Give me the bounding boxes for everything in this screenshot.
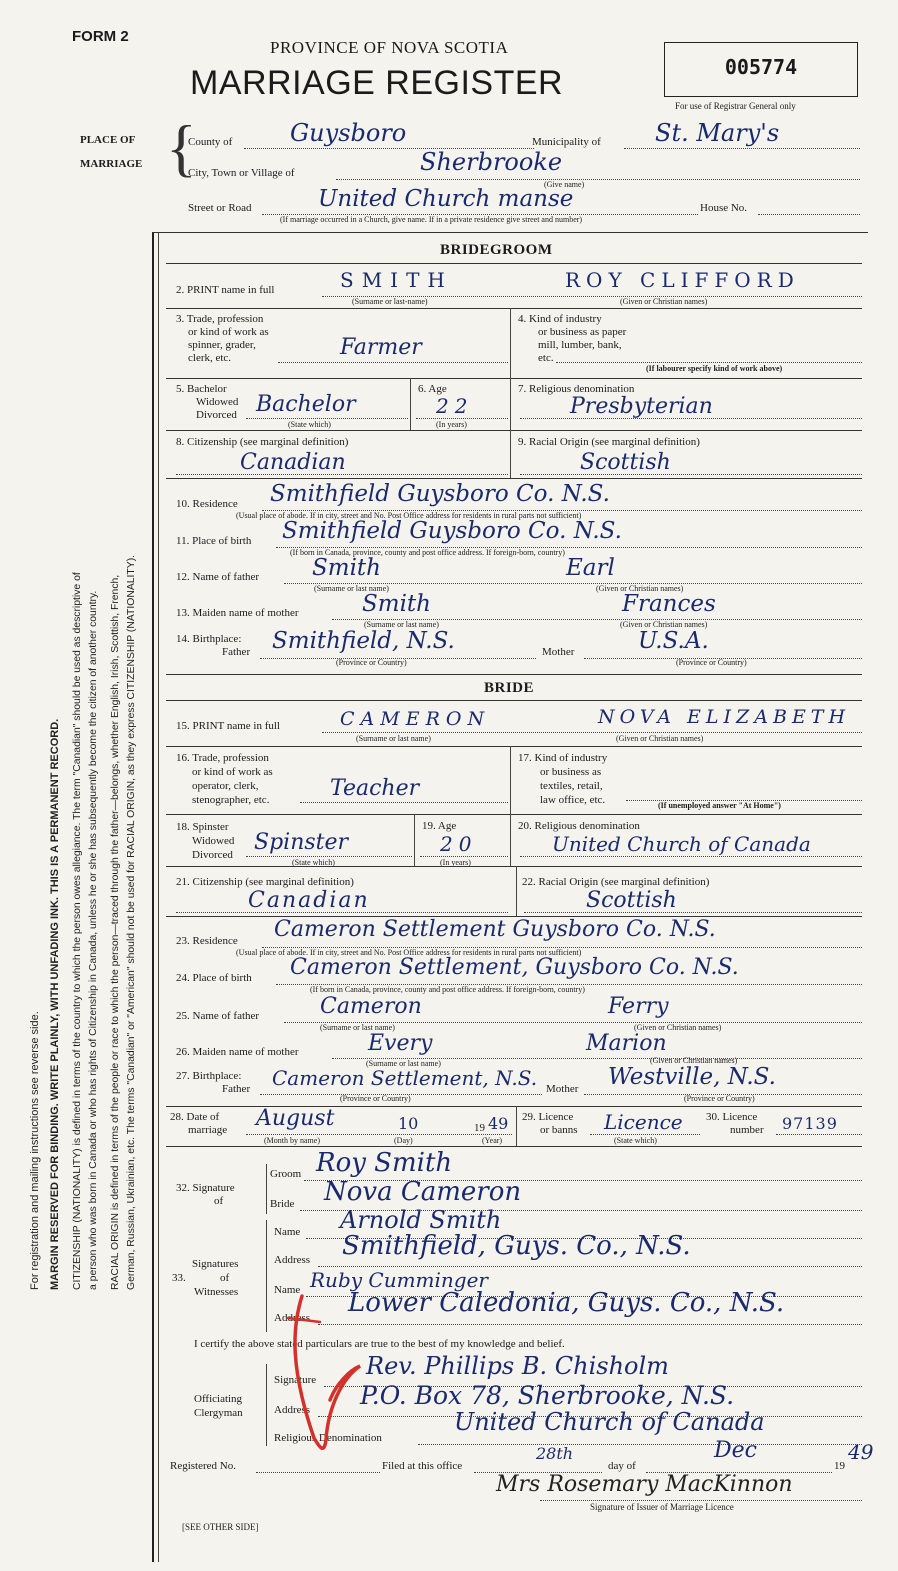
clergy-religion: United Church of Canada <box>454 1408 765 1436</box>
divider-vertical <box>510 746 511 814</box>
f24-note: (If born in Canada, province, county and post office address. If foreign-born, country) <box>310 985 585 994</box>
f20-line <box>520 856 862 857</box>
f21-label: 21. Citizenship (see marginal definition) <box>176 876 354 888</box>
f7-label: 7. Religious denomination <box>518 383 635 395</box>
divider <box>166 308 862 309</box>
street-note: (If marriage occurred in a Church, give name. If in a private residence give street and number) <box>280 215 583 224</box>
f16-line-2: or kind of work as <box>192 766 273 778</box>
divider <box>166 263 862 264</box>
f25-label: 25. Name of father <box>176 1010 260 1022</box>
f28-year-caption: (Year) <box>482 1136 503 1145</box>
w2-name-label: Name <box>274 1284 301 1296</box>
groom-signature: Roy Smith <box>316 1148 453 1178</box>
f18-caption: (State which) <box>292 858 335 867</box>
divider-vertical <box>516 866 517 916</box>
f29-caption: (State which) <box>614 1136 657 1145</box>
filed-year-prefix: 19 <box>834 1460 845 1472</box>
f17-line-1: 17. Kind of industry <box>518 752 608 764</box>
f5-line-3: Divorced <box>196 409 237 421</box>
f15-given-caption: (Given or Christian names) <box>616 734 704 743</box>
f6-line <box>416 418 508 419</box>
divider-vertical <box>510 430 511 478</box>
divider <box>166 866 862 867</box>
divider <box>166 700 862 701</box>
groom-mother-given: Frances <box>622 591 716 617</box>
place-of-label: PLACE OF <box>80 134 136 146</box>
filed-label: Filed at this office <box>382 1460 463 1472</box>
county-label: County of <box>188 136 233 148</box>
groom-father-birthplace: Smithfield, N.S. <box>272 628 455 654</box>
divider <box>166 674 862 675</box>
f16-line-1: 16. Trade, profession <box>176 752 269 764</box>
f4-line-4: etc. <box>538 352 554 364</box>
groom-father-surname: Smith <box>312 555 381 581</box>
binding-margin-text <box>15 280 140 1290</box>
bracket <box>266 1164 267 1214</box>
give-name-caption: (Give name) <box>544 180 585 189</box>
f3-label <box>176 313 269 365</box>
filed-month: Dec <box>714 1438 757 1463</box>
f11-label: 11. Place of birth <box>176 535 252 547</box>
clergy-sig-label: Signature <box>274 1374 317 1386</box>
f19-line <box>420 856 508 857</box>
f3-line-4: clerk, etc. <box>188 352 232 364</box>
w1-name-label: Name <box>274 1226 301 1238</box>
f18-line <box>246 856 412 857</box>
bride-surname: CAMERON <box>340 708 491 730</box>
county-value: Guysboro <box>290 119 407 147</box>
witness-2-name: Ruby Cumminger <box>310 1268 488 1292</box>
municipality-value: St. Mary's <box>655 119 780 147</box>
f2-label <box>176 284 274 296</box>
licence-or-banns: Licence <box>604 1110 683 1134</box>
bride-age: 20 <box>440 832 478 856</box>
w1-address-label: Address <box>274 1254 311 1266</box>
licence-number: 97139 <box>782 1114 838 1133</box>
f17-note: (If unemployed answer "At Home") <box>658 801 781 810</box>
officiating-label-1: Officiating <box>194 1393 243 1405</box>
issuer-signature: Mrs Rosemary MacKinnon <box>496 1472 793 1497</box>
f8-label: 8. Citizenship (see marginal definition) <box>176 436 349 448</box>
red-check-mark <box>280 1288 370 1458</box>
f32-label-2: of <box>214 1195 224 1207</box>
marriage-label: MARRIAGE <box>80 158 143 170</box>
bride-birthplace: Cameron Settlement, Guysboro Co. N.S. <box>290 955 739 980</box>
f22-line <box>524 912 862 913</box>
margin-line-4: a person who was born in Canada or who has rights of Citizenship in Canada, unless he or she has subsequently become the citizen of another country. <box>88 590 99 1290</box>
brace-glyph: { <box>166 112 197 183</box>
f2-label-text: 2. PRINT name in full <box>176 284 275 296</box>
divider <box>166 378 862 379</box>
f24-label: 24. Place of birth <box>176 972 252 984</box>
issuer-label: Signature of Issuer of Marriage Licence <box>590 1502 734 1512</box>
f17-line-4: law office, etc. <box>540 794 606 806</box>
groom-racial: Scottish <box>580 450 671 475</box>
form-number: FORM 2 <box>72 28 129 45</box>
f17-label <box>518 751 607 807</box>
bridegroom-heading: BRIDEGROOM <box>440 242 553 258</box>
divider <box>166 746 862 747</box>
f21-line <box>176 912 508 913</box>
f5-label <box>176 383 238 422</box>
groom-mother-birthplace: U.S.A. <box>638 628 709 654</box>
form-top-border <box>152 232 868 233</box>
f18-line-3: Divorced <box>192 849 233 861</box>
registration-number: 005774 <box>724 55 798 79</box>
bride-citizenship: Canadian <box>248 888 370 913</box>
f9-line <box>520 474 862 475</box>
bride-mother-birthplace: Westville, N.S. <box>608 1064 776 1090</box>
bracket <box>266 1220 267 1332</box>
f30-line <box>776 1134 862 1135</box>
f29-line <box>590 1134 700 1135</box>
registrar-note: For use of Registrar General only <box>675 101 796 111</box>
bride-mother-given: Marion <box>586 1031 667 1056</box>
year-prefix: 19 <box>474 1122 485 1134</box>
form-left-border-inner <box>158 232 159 1562</box>
f5-line-1: 5. Bachelor <box>176 383 227 395</box>
f12-caption-1: (Surname or last name) <box>314 584 389 593</box>
f33-label-1: Signatures <box>192 1258 239 1270</box>
f17-line-2: or business as <box>540 766 602 778</box>
f4-line <box>556 362 862 363</box>
city-label: City, Town or Village of <box>188 167 295 179</box>
f30-label-2: number <box>730 1124 764 1136</box>
f26-label: 26. Maiden name of mother <box>176 1046 299 1058</box>
day-of-label: day of <box>608 1460 636 1472</box>
groom-religion: Presbyterian <box>570 394 713 419</box>
f28-label-2: marriage <box>188 1124 228 1136</box>
street-label: Street or Road <box>188 202 252 214</box>
groom-residence: Smithfield Guysboro Co. N.S. <box>270 481 610 507</box>
f28-day-caption: (Day) <box>394 1136 413 1145</box>
f4-note: (If labourer specify kind of work above) <box>646 364 783 373</box>
f15-line <box>322 732 862 733</box>
f4-line-3: mill, lumber, bank, <box>538 339 622 351</box>
city-value: Sherbrooke <box>420 148 563 176</box>
f18-line-2: Widowed <box>192 835 235 847</box>
divider-vertical <box>510 378 511 430</box>
f22-label: 22. Racial Origin (see marginal definition) <box>522 876 710 888</box>
divider-vertical <box>510 814 511 866</box>
street-value: United Church manse <box>318 186 574 212</box>
f2-surname-caption: (Surname or last-name) <box>352 297 428 306</box>
groom-birthplace: Smithfield Guysboro Co. N.S. <box>282 518 622 544</box>
f23-note: (Usual place of abode. If in city, street and No. Post Office address for residents in rural parts not sufficient) <box>236 948 582 957</box>
f6-caption: (In years) <box>436 420 467 429</box>
margin-line-5: RACIAL ORIGIN is defined in terms of the people or race to which the person—traced through the father—belongs, whether English, Irish, Scottish, French, <box>110 574 121 1290</box>
divider <box>166 478 862 479</box>
clergy-address-label: Address <box>274 1404 311 1416</box>
municipality-line <box>624 148 860 149</box>
bride-residence: Cameron Settlement Guysboro Co. N.S. <box>274 917 716 942</box>
f18-label <box>176 820 234 862</box>
registrar-number-box <box>664 42 858 97</box>
f23-label: 23. Residence <box>176 935 238 947</box>
w1-address-line <box>318 1266 862 1267</box>
margin-line-3: CITIZENSHIP (NATIONALITY) is defined in terms of the country to which the person owes allegiance. The term "Canadian" should be used as descriptive of <box>72 572 83 1290</box>
bride-mother-surname: Every <box>368 1031 433 1056</box>
f13-caption-1: (Surname or last name) <box>364 620 439 629</box>
f14-father-label: Father <box>222 646 251 658</box>
municipality-label: Municipality of <box>532 136 601 148</box>
f4-label <box>518 313 626 365</box>
f6-label: 6. Age <box>418 383 447 395</box>
f32-label-1: 32. Signature <box>176 1182 235 1194</box>
f4-line-2: or business as paper <box>538 326 627 338</box>
bride-religion: United Church of Canada <box>552 832 811 856</box>
clergy-religion-label: Religious Denomination <box>274 1432 382 1444</box>
groom-age: 22 <box>436 394 474 418</box>
bride-father-given: Ferry <box>608 994 669 1019</box>
groom-trade: Farmer <box>340 335 422 360</box>
margin-line-2: MARGIN RESERVED FOR BINDING. WRITE PLAINLY, WITH UNFADING INK. THIS IS A PERMANENT RECORD. <box>49 718 61 1290</box>
groom-citizenship: Canadian <box>240 450 346 475</box>
f33-number: 33. <box>172 1272 186 1284</box>
clergy-address: P.O. Box 78, Sherbrooke, N.S. <box>360 1381 735 1410</box>
f15-label: 15. PRINT name in full <box>176 720 280 732</box>
f26-caption-2: (Given or Christian names) <box>650 1056 738 1065</box>
f3-line-3: spinner, grader, <box>188 339 256 351</box>
bride-heading: BRIDE <box>484 680 535 696</box>
f16-label <box>176 751 273 807</box>
divider-vertical <box>410 378 411 430</box>
f5-line <box>246 418 408 419</box>
witness-1-address: Smithfield, Guys. Co., N.S. <box>342 1231 691 1261</box>
f4-line-1: 4. Kind of industry <box>518 313 602 325</box>
divider <box>166 430 862 431</box>
f33-label-2: of <box>220 1272 230 1284</box>
f12-caption-2: (Given or Christian names) <box>596 584 684 593</box>
f30-label-1: 30. Licence <box>706 1111 758 1123</box>
margin-line-1: For registration and mailing instructions see reverse side. <box>29 1011 41 1290</box>
marriage-year: 49 <box>488 1114 509 1133</box>
officiating-label-2: Clergyman <box>194 1407 243 1419</box>
f29-label-2: or banns <box>540 1124 578 1136</box>
groom-given: ROY CLIFFORD <box>565 268 800 292</box>
house-label: House No. <box>700 202 748 214</box>
bride-signature: Nova Cameron <box>324 1177 522 1207</box>
f33-label-3: Witnesses <box>194 1286 239 1298</box>
divider-vertical <box>414 814 415 866</box>
f16-line-3: operator, clerk, <box>192 780 259 792</box>
clergy-religion-line <box>418 1444 862 1445</box>
f15-surname-caption: (Surname or last name) <box>356 734 431 743</box>
marriage-day: 10 <box>398 1114 419 1133</box>
filed-year: 49 <box>848 1440 874 1464</box>
f25-caption-2: (Given or Christian names) <box>634 1023 722 1032</box>
f27-father-label: Father <box>222 1083 251 1095</box>
f28-month-caption: (Month by name) <box>264 1136 320 1145</box>
f27-caption-2: (Province or Country) <box>684 1094 755 1103</box>
form-left-border <box>152 232 154 1562</box>
province-heading: PROVINCE OF NOVA SCOTIA <box>270 38 509 57</box>
f27-label: 27. Birthplace: <box>176 1070 242 1082</box>
clergy-signature: Rev. Phillips B. Chisholm <box>366 1352 669 1380</box>
f18-line-1: 18. Spinster <box>176 821 229 833</box>
f9-label: 9. Racial Origin (see marginal definition) <box>518 436 700 448</box>
f11-note: (If born in Canada, province, county and post office address. If foreign-born, country) <box>290 548 565 557</box>
certification-statement: I certify the above stated particulars are true to the best of my knowledge and belief. <box>194 1338 565 1350</box>
bride-given: NOVA ELIZABETH <box>598 706 851 728</box>
f14-caption-1: (Province or Country) <box>336 658 407 667</box>
witness-1-name: Arnold Smith <box>340 1206 502 1234</box>
f27-caption-1: (Province or Country) <box>340 1094 411 1103</box>
f29-label-1: 29. Licence <box>522 1111 574 1123</box>
f10-label: 10. Residence <box>176 498 238 510</box>
registered-no-line <box>256 1472 380 1473</box>
f7-line <box>520 418 862 419</box>
marriage-month: August <box>256 1106 335 1131</box>
f5-caption: (State which) <box>288 420 331 429</box>
f3-line-2: or kind of work as <box>188 326 269 338</box>
f2-given-caption: (Given or Christian names) <box>620 297 708 306</box>
f19-caption: (In years) <box>440 858 471 867</box>
f5-line-2: Widowed <box>196 396 239 408</box>
f19-label: 19. Age <box>422 820 457 832</box>
groom-surname: SMITH <box>340 268 453 292</box>
f13-caption-2: (Given or Christian names) <box>620 620 708 629</box>
f10-note: (Usual place of abode. If in city, street and No. Post Office address for residents in rural parts not sufficient) <box>236 511 582 520</box>
f14-label: 14. Birthplace: <box>176 633 242 645</box>
f14-mother-label: Mother <box>542 646 575 658</box>
bride-trade: Teacher <box>330 776 420 801</box>
divider-vertical <box>516 1106 517 1146</box>
registered-no-label: Registered No. <box>170 1460 236 1472</box>
w2-address-label: Address <box>274 1312 311 1324</box>
divider <box>166 814 862 815</box>
f14-caption-2: (Province or Country) <box>676 658 747 667</box>
f3-line-1: 3. Trade, profession <box>176 313 264 325</box>
w2-address-line <box>318 1324 862 1325</box>
bride-sig-label: Bride <box>270 1198 295 1210</box>
f17-line-3: textiles, retail, <box>540 780 603 792</box>
f20-label: 20. Religious denomination <box>518 820 640 832</box>
f8-line <box>176 474 508 475</box>
filed-day: 28th <box>536 1444 574 1463</box>
f27-mother-label: Mother <box>546 1083 579 1095</box>
groom-status: Bachelor <box>256 392 356 417</box>
see-other-side: [SEE OTHER SIDE] <box>182 1522 259 1532</box>
house-line <box>758 214 860 215</box>
margin-line-6: German, Russian, Ukrainian, etc. The terms "Canadian" or "American" should not be used for RACIAL ORIGIN, as they express CITIZENSHIP (NATIONALITY). <box>126 554 137 1290</box>
f28-label-1: 28. Date of <box>170 1111 220 1123</box>
groom-father-given: Earl <box>566 555 615 581</box>
f26-caption-1: (Surname or last name) <box>366 1059 441 1068</box>
groom-mother-surname: Smith <box>362 591 431 617</box>
f12-label: 12. Name of father <box>176 571 260 583</box>
bride-father-surname: Cameron <box>320 994 422 1019</box>
f16-line <box>300 802 508 803</box>
divider-vertical <box>510 308 511 378</box>
f16-line-4: stenographer, etc. <box>192 794 270 806</box>
f3-line <box>278 362 508 363</box>
bride-father-birthplace: Cameron Settlement, N.S. <box>272 1066 538 1090</box>
bride-racial: Scottish <box>586 888 677 913</box>
f28-line <box>246 1134 512 1135</box>
f25-caption-1: (Surname or last name) <box>320 1023 395 1032</box>
city-line <box>336 179 860 180</box>
groom-sig-label: Groom <box>270 1168 302 1180</box>
bracket <box>266 1364 267 1446</box>
issuer-sig-line <box>540 1500 862 1501</box>
witness-2-address: Lower Caledonia, Guys. Co., N.S. <box>348 1288 785 1318</box>
page-title: MARRIAGE REGISTER <box>190 64 564 102</box>
bride-status: Spinster <box>254 830 349 855</box>
f13-label: 13. Maiden name of mother <box>176 607 299 619</box>
divider <box>166 1146 862 1147</box>
